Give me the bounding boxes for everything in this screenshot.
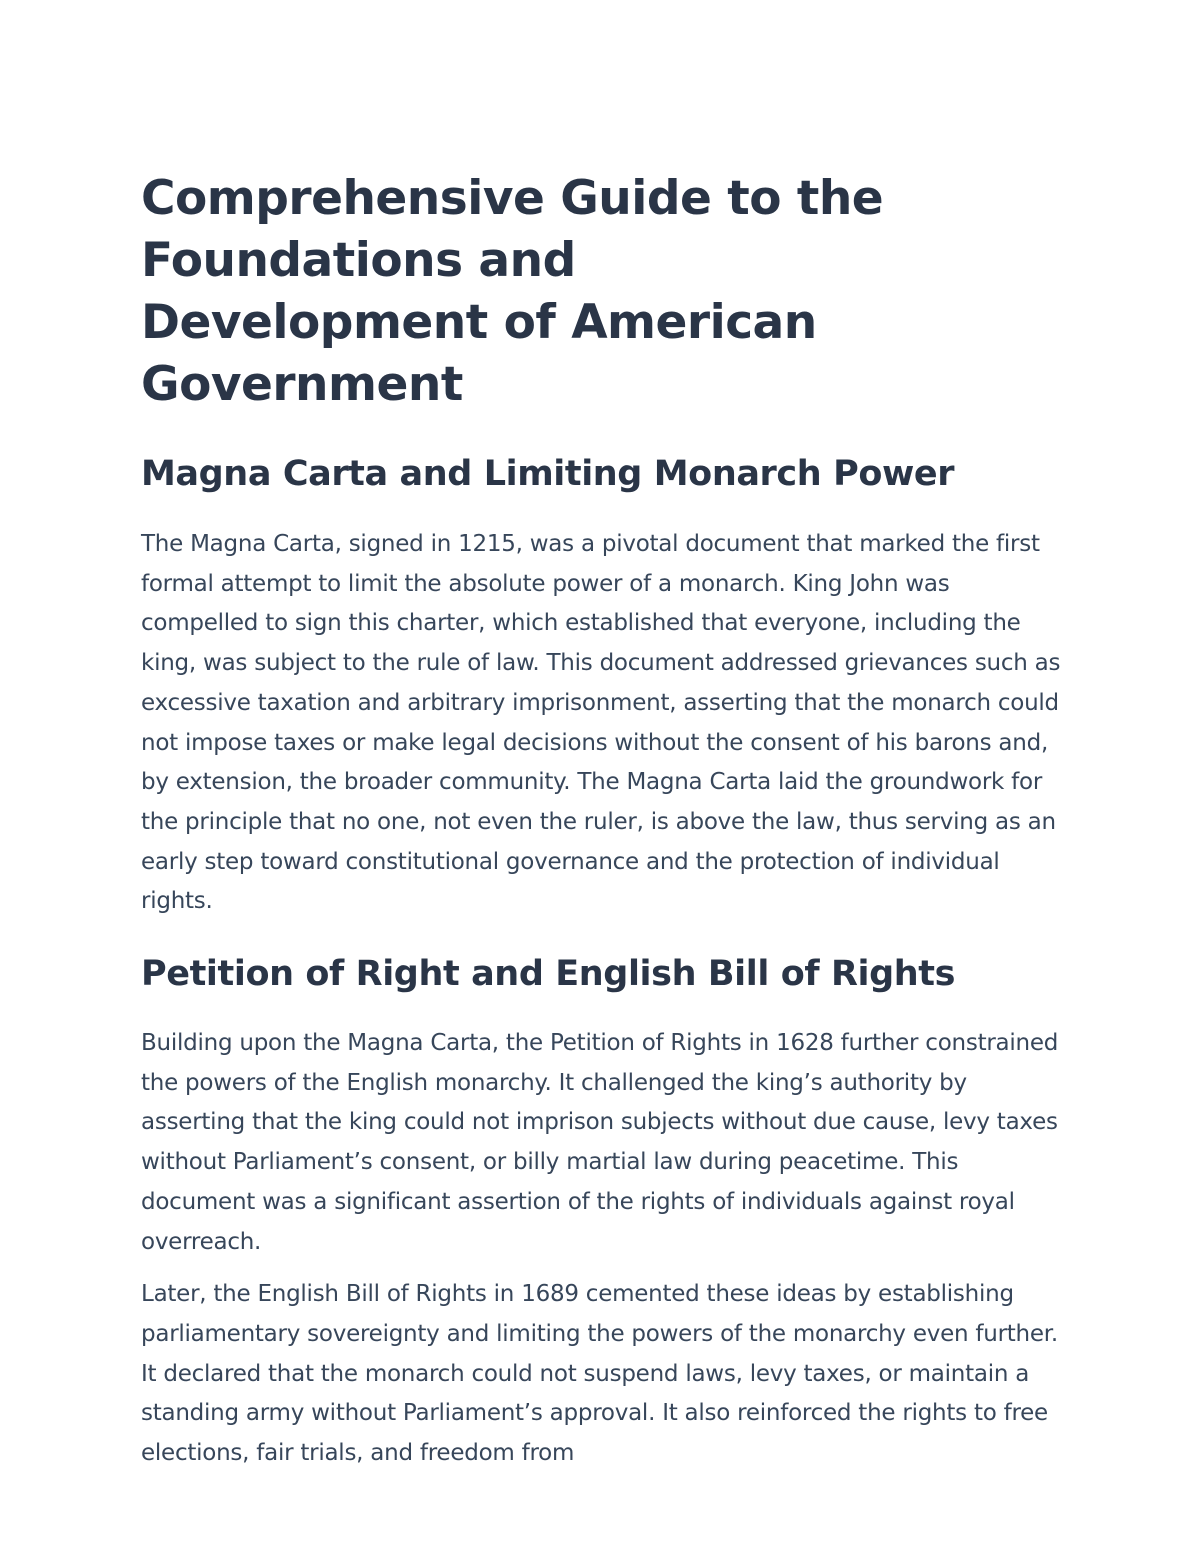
paragraph-english-bill-of-rights: Later, the English Bill of Rights in 1689 cemented these ideas by establishing parliamentary sovereignty and limiting the powers of the monarchy even further. It declared that the monarch could not suspend laws, levy taxes, or maintain a standing army without Parliament’s approval. It also reinforced the rights to free elections, fair trials, and freedom from [141,1281,1058,1467]
section-heading-magna-carta: Magna Carta and Limiting Monarch Power [141,454,955,494]
document-title: Comprehensive Guide to the Foundations and Development of American Government [141,171,884,412]
paragraph-petition-of-right: Building upon the Magna Carta, the Petition of Rights in 1628 further constrained the powers of the English monarchy. It challenged the king’s authority by asserting that the king could not imprison subjects without due cause, levy taxes without Parliament’s consent, or billy martial law during peacetime. This document was a significant assertion of the rights of individuals against royal overreach. [141,1030,1059,1255]
document-page [141,168,1071,1474]
section-heading-petition-of-right: Petition of Right and English Bill of Rights [141,954,956,995]
paragraph-magna-carta: The Magna Carta, signed in 1215, was a pivotal document that marked the first formal attempt to limit the absolute power of a monarch. King John was compelled to sign this charter, which established that everyone, including the king, was subject to the rule of law. This document addressed grievances such as excessive taxation and arbitrary imprisonment, asserting that the monarch could not impose taxes or make legal decisions without the consent of his barons and, by extension, the broader community. The Magna Carta laid the groundwork for the principle that no one, not even the ruler, is above the law, thus serving as an early step toward constitutional governance and the protection of individual rights. [141,531,1061,915]
